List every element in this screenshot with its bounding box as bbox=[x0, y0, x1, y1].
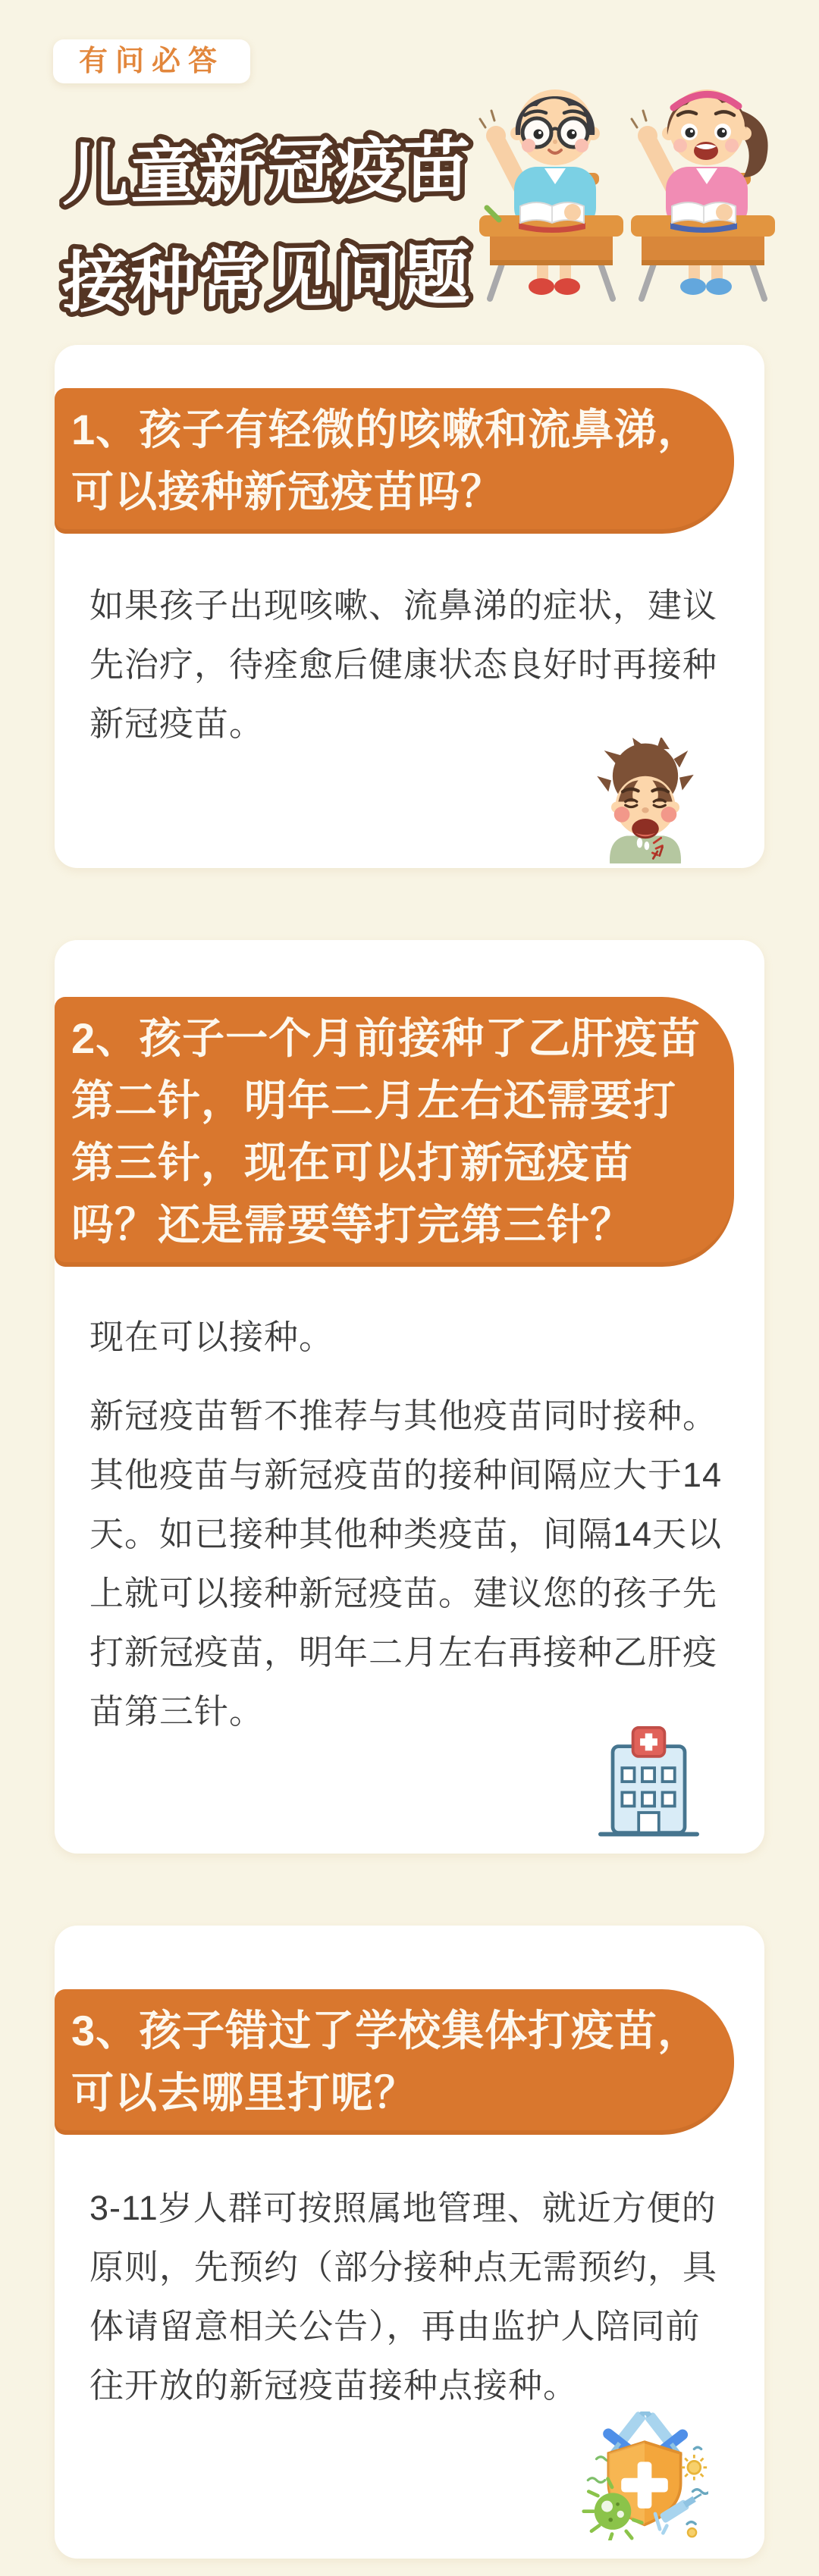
title-line-1: 儿童新冠疫苗 bbox=[62, 129, 472, 213]
answer-3 bbox=[89, 2179, 730, 2415]
answer-3-paragraph: 3-11岁人群可按照属地管理、就近方便的原则，先预约（部分接种点无需预约，具体请留意相关公告），再由监护人陪同前往开放的新冠疫苗接种点接种。 bbox=[89, 2189, 718, 2405]
faq-card-3 bbox=[55, 1926, 764, 2559]
question-2-text: 2、孩子一个月前接种了乙肝疫苗第二针，明年二月左右还需要打第三针，现在可以打新冠疫苗吗？还是需要等打完第三针？ bbox=[71, 1014, 701, 1249]
faq-card-1 bbox=[55, 345, 764, 868]
question-3-text: 3、孩子错过了学校集体打疫苗，可以去哪里打呢？ bbox=[71, 2007, 701, 2117]
question-1-text: 1、孩子有轻微的咳嗽和流鼻涕，可以接种新冠疫苗吗？ bbox=[71, 406, 701, 516]
answer-2 bbox=[89, 1308, 730, 1741]
poster-title bbox=[58, 114, 484, 327]
qa-badge-label: 有问必答 bbox=[79, 45, 225, 77]
students-illustration bbox=[476, 62, 776, 305]
answer-2-paragraph-1: 现在可以接种。 bbox=[89, 1318, 334, 1356]
question-banner-1 bbox=[55, 388, 734, 534]
poster-header bbox=[0, 0, 819, 345]
boy-student bbox=[479, 89, 623, 299]
question-banner-3 bbox=[55, 1989, 734, 2135]
sneezing-boy-icon bbox=[588, 738, 702, 865]
title-line-2: 接种常见问题 bbox=[61, 237, 472, 321]
girl-student bbox=[631, 89, 775, 299]
qa-badge bbox=[53, 39, 250, 83]
answer-1 bbox=[89, 576, 730, 754]
mini-virus bbox=[682, 2455, 708, 2537]
answer-1-paragraph: 如果孩子出现咳嗽、流鼻涕的症状，建议先治疗，待痊愈后健康状态良好时再接种新冠疫苗。 bbox=[89, 586, 718, 743]
vaccine-shield-icon bbox=[581, 2411, 708, 2540]
faq-card-2 bbox=[55, 940, 764, 1854]
hospital-icon bbox=[594, 1726, 704, 1841]
answer-2-paragraph-2: 新冠疫苗暂不推荐与其他疫苗同时接种。其他疫苗与新冠疫苗的接种间隔应大于14天。如已接种其他种类疫苗，间隔14天以上就可以接种新冠疫苗。建议您的孩子先打新冠疫苗，明年二月左右再接种乙肝疫苗第三针。 bbox=[89, 1396, 723, 1731]
question-banner-2 bbox=[55, 997, 734, 1267]
